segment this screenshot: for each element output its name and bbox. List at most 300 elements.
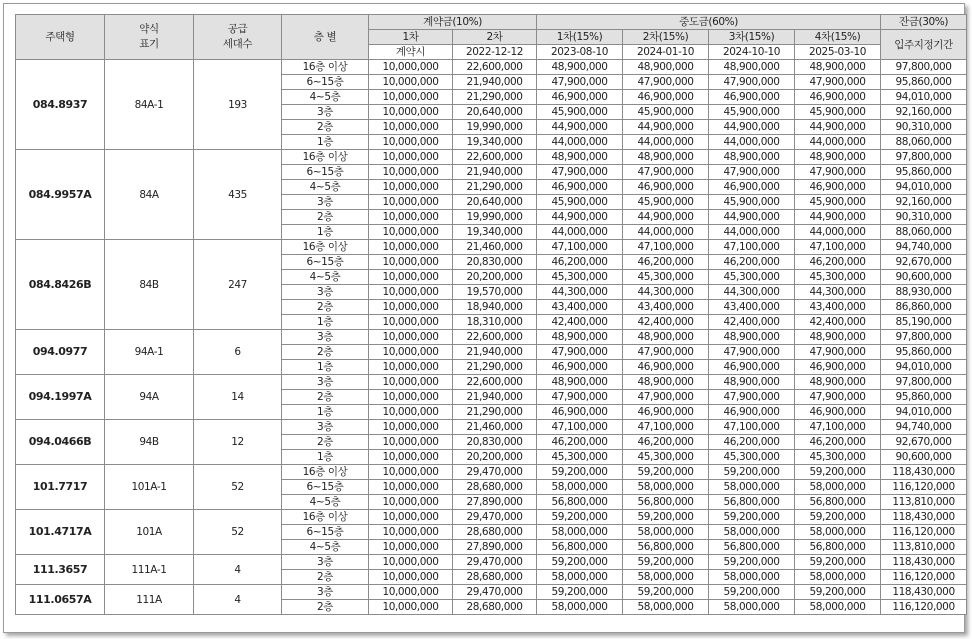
floor-cell: 2층 [282,600,369,615]
floor-cell: 4~5층 [282,270,369,285]
middle-1-cell: 47,900,000 [537,75,623,90]
middle-1-cell: 44,900,000 [537,120,623,135]
middle-3-cell: 44,300,000 [709,285,795,300]
middle-1-cell: 48,900,000 [537,60,623,75]
floor-cell: 3층 [282,330,369,345]
middle-3-cell: 48,900,000 [709,375,795,390]
balance-cell: 88,060,000 [881,225,967,240]
type-cell: 101.7717 [16,465,105,510]
deposit-1-cell: 10,000,000 [369,165,453,180]
deposit-1-cell: 10,000,000 [369,570,453,585]
floor-cell: 2층 [282,210,369,225]
floor-cell: 1층 [282,225,369,240]
abbr-cell: 101A-1 [105,465,194,510]
middle-4-cell: 59,200,000 [795,585,881,600]
middle-4-cell: 59,200,000 [795,555,881,570]
balance-cell: 90,600,000 [881,270,967,285]
middle-2-cell: 46,900,000 [623,180,709,195]
middle-4-cell: 44,000,000 [795,225,881,240]
header-m4-date: 2025-03-10 [795,45,881,60]
balance-cell: 92,670,000 [881,255,967,270]
type-cell: 084.9957A [16,150,105,240]
balance-cell: 94,010,000 [881,180,967,195]
balance-cell: 86,860,000 [881,300,967,315]
deposit-1-cell: 10,000,000 [369,495,453,510]
deposit-2-cell: 21,290,000 [453,180,537,195]
deposit-2-cell: 21,940,000 [453,75,537,90]
deposit-1-cell: 10,000,000 [369,315,453,330]
middle-1-cell: 46,900,000 [537,405,623,420]
deposit-2-cell: 20,640,000 [453,195,537,210]
document-frame [3,3,965,633]
balance-cell: 94,010,000 [881,405,967,420]
floor-cell: 2층 [282,390,369,405]
type-cell: 094.0466B [16,420,105,465]
middle-2-cell: 45,900,000 [623,105,709,120]
balance-cell: 113,810,000 [881,540,967,555]
middle-4-cell: 45,900,000 [795,195,881,210]
middle-3-cell: 59,200,000 [709,585,795,600]
floor-cell: 2층 [282,120,369,135]
type-cell: 084.8937 [16,60,105,150]
deposit-2-cell: 21,290,000 [453,360,537,375]
floor-cell: 3층 [282,195,369,210]
floor-cell: 16층 이상 [282,510,369,525]
middle-4-cell: 42,400,000 [795,315,881,330]
balance-cell: 113,810,000 [881,495,967,510]
abbr-cell: 84B [105,240,194,330]
floor-cell: 1층 [282,135,369,150]
deposit-2-cell: 27,890,000 [453,540,537,555]
floor-cell: 3층 [282,555,369,570]
middle-3-cell: 43,400,000 [709,300,795,315]
balance-cell: 95,860,000 [881,165,967,180]
table-row [16,150,967,165]
middle-4-cell: 47,100,000 [795,240,881,255]
deposit-1-cell: 10,000,000 [369,210,453,225]
middle-4-cell: 46,900,000 [795,180,881,195]
middle-2-cell: 47,900,000 [623,75,709,90]
middle-2-cell: 45,900,000 [623,195,709,210]
abbr-cell: 84A-1 [105,60,194,150]
middle-1-cell: 46,900,000 [537,180,623,195]
deposit-2-cell: 29,470,000 [453,555,537,570]
deposit-2-cell: 28,680,000 [453,600,537,615]
balance-cell: 94,010,000 [881,360,967,375]
units-cell: 193 [194,60,282,150]
header-balance-date: 입주지정기간 [881,30,967,60]
middle-4-cell: 46,900,000 [795,360,881,375]
middle-3-cell: 45,900,000 [709,195,795,210]
middle-4-cell: 59,200,000 [795,510,881,525]
middle-1-cell: 58,000,000 [537,570,623,585]
units-cell: 6 [194,330,282,375]
deposit-2-cell: 20,830,000 [453,435,537,450]
middle-3-cell: 46,200,000 [709,435,795,450]
middle-3-cell: 44,900,000 [709,120,795,135]
middle-4-cell: 59,200,000 [795,465,881,480]
middle-3-cell: 45,300,000 [709,450,795,465]
table-row [16,465,967,480]
middle-4-cell: 47,100,000 [795,420,881,435]
middle-3-cell: 56,800,000 [709,540,795,555]
middle-2-cell: 44,900,000 [623,210,709,225]
middle-1-cell: 45,900,000 [537,105,623,120]
floor-cell: 3층 [282,420,369,435]
middle-4-cell: 47,900,000 [795,390,881,405]
middle-4-cell: 44,300,000 [795,285,881,300]
abbr-cell: 84A [105,150,194,240]
balance-cell: 88,060,000 [881,135,967,150]
middle-2-cell: 44,900,000 [623,120,709,135]
middle-2-cell: 58,000,000 [623,480,709,495]
deposit-2-cell: 21,460,000 [453,420,537,435]
type-cell: 084.8426B [16,240,105,330]
floor-cell: 4~5층 [282,495,369,510]
middle-2-cell: 59,200,000 [623,555,709,570]
abbr-cell: 111A-1 [105,555,194,585]
middle-3-cell: 47,100,000 [709,240,795,255]
middle-1-cell: 48,900,000 [537,330,623,345]
deposit-2-cell: 29,470,000 [453,510,537,525]
header-d2: 2차 [453,30,537,45]
deposit-2-cell: 21,940,000 [453,165,537,180]
middle-3-cell: 45,900,000 [709,105,795,120]
middle-3-cell: 47,900,000 [709,390,795,405]
middle-1-cell: 59,200,000 [537,510,623,525]
deposit-1-cell: 10,000,000 [369,555,453,570]
middle-2-cell: 45,300,000 [623,270,709,285]
deposit-1-cell: 10,000,000 [369,390,453,405]
balance-cell: 116,120,000 [881,600,967,615]
floor-cell: 4~5층 [282,180,369,195]
deposit-2-cell: 22,600,000 [453,330,537,345]
middle-3-cell: 48,900,000 [709,60,795,75]
middle-3-cell: 46,900,000 [709,360,795,375]
middle-3-cell: 58,000,000 [709,525,795,540]
floor-cell: 6~15층 [282,75,369,90]
balance-cell: 118,430,000 [881,510,967,525]
floor-cell: 6~15층 [282,525,369,540]
middle-1-cell: 56,800,000 [537,495,623,510]
floor-cell: 4~5층 [282,540,369,555]
middle-3-cell: 59,200,000 [709,465,795,480]
floor-cell: 2층 [282,570,369,585]
deposit-1-cell: 10,000,000 [369,135,453,150]
deposit-1-cell: 10,000,000 [369,435,453,450]
middle-3-cell: 44,900,000 [709,210,795,225]
middle-2-cell: 43,400,000 [623,300,709,315]
floor-cell: 1층 [282,360,369,375]
floor-cell: 2층 [282,300,369,315]
deposit-2-cell: 21,290,000 [453,405,537,420]
deposit-1-cell: 10,000,000 [369,375,453,390]
middle-2-cell: 47,100,000 [623,420,709,435]
middle-4-cell: 43,400,000 [795,300,881,315]
middle-4-cell: 58,000,000 [795,600,881,615]
middle-3-cell: 46,900,000 [709,90,795,105]
middle-2-cell: 44,300,000 [623,285,709,300]
middle-1-cell: 45,300,000 [537,450,623,465]
middle-4-cell: 56,800,000 [795,495,881,510]
type-cell: 101.4717A [16,510,105,555]
middle-3-cell: 46,900,000 [709,405,795,420]
middle-1-cell: 47,900,000 [537,345,623,360]
header-m3: 3차(15%) [709,30,795,45]
type-cell: 094.1997A [16,375,105,420]
middle-2-cell: 48,900,000 [623,150,709,165]
balance-cell: 97,800,000 [881,60,967,75]
type-cell: 111.0657A [16,585,105,615]
header-m4: 4차(15%) [795,30,881,45]
balance-cell: 95,860,000 [881,345,967,360]
header-d2-date: 2022-12-12 [453,45,537,60]
deposit-2-cell: 27,890,000 [453,495,537,510]
floor-cell: 6~15층 [282,165,369,180]
middle-4-cell: 47,900,000 [795,75,881,90]
abbr-cell: 101A [105,510,194,555]
abbr-cell: 94A [105,375,194,420]
floor-cell: 1층 [282,315,369,330]
balance-cell: 92,160,000 [881,195,967,210]
floor-cell: 2층 [282,345,369,360]
middle-1-cell: 47,900,000 [537,165,623,180]
middle-3-cell: 58,000,000 [709,480,795,495]
middle-3-cell: 48,900,000 [709,150,795,165]
balance-cell: 94,740,000 [881,420,967,435]
deposit-1-cell: 10,000,000 [369,225,453,240]
deposit-1-cell: 10,000,000 [369,360,453,375]
deposit-1-cell: 10,000,000 [369,195,453,210]
header-m2-date: 2024-01-10 [623,45,709,60]
floor-cell: 3층 [282,585,369,600]
deposit-1-cell: 10,000,000 [369,330,453,345]
middle-2-cell: 47,900,000 [623,345,709,360]
middle-4-cell: 44,900,000 [795,120,881,135]
deposit-1-cell: 10,000,000 [369,450,453,465]
units-cell: 247 [194,240,282,330]
deposit-1-cell: 10,000,000 [369,180,453,195]
deposit-2-cell: 18,940,000 [453,300,537,315]
middle-4-cell: 58,000,000 [795,570,881,585]
middle-2-cell: 45,300,000 [623,450,709,465]
payment-schedule-table [15,14,967,615]
units-cell: 435 [194,150,282,240]
deposit-1-cell: 10,000,000 [369,600,453,615]
deposit-2-cell: 28,680,000 [453,525,537,540]
deposit-2-cell: 22,600,000 [453,150,537,165]
middle-1-cell: 44,000,000 [537,135,623,150]
type-cell: 094.0977 [16,330,105,375]
middle-1-cell: 47,900,000 [537,390,623,405]
middle-1-cell: 59,200,000 [537,465,623,480]
abbr-cell: 111A [105,585,194,615]
middle-4-cell: 58,000,000 [795,525,881,540]
deposit-2-cell: 22,600,000 [453,60,537,75]
middle-2-cell: 58,000,000 [623,570,709,585]
header-type: 주택형 [16,15,105,60]
middle-3-cell: 47,900,000 [709,75,795,90]
middle-2-cell: 56,800,000 [623,540,709,555]
middle-4-cell: 46,900,000 [795,405,881,420]
table-row [16,510,967,525]
middle-4-cell: 47,900,000 [795,165,881,180]
floor-cell: 3층 [282,105,369,120]
middle-3-cell: 59,200,000 [709,555,795,570]
table-row [16,330,967,345]
header-abbr: 약식 표기 [105,15,194,60]
units-cell: 4 [194,585,282,615]
middle-3-cell: 48,900,000 [709,330,795,345]
balance-cell: 95,860,000 [881,75,967,90]
deposit-1-cell: 10,000,000 [369,345,453,360]
middle-3-cell: 47,900,000 [709,345,795,360]
middle-2-cell: 46,900,000 [623,90,709,105]
middle-1-cell: 47,100,000 [537,240,623,255]
middle-2-cell: 42,400,000 [623,315,709,330]
middle-1-cell: 58,000,000 [537,600,623,615]
deposit-1-cell: 10,000,000 [369,240,453,255]
middle-4-cell: 45,300,000 [795,270,881,285]
deposit-1-cell: 10,000,000 [369,270,453,285]
middle-1-cell: 47,100,000 [537,420,623,435]
middle-1-cell: 45,900,000 [537,195,623,210]
table-row [16,555,967,570]
middle-1-cell: 48,900,000 [537,150,623,165]
middle-2-cell: 46,900,000 [623,360,709,375]
middle-3-cell: 44,000,000 [709,225,795,240]
balance-cell: 118,430,000 [881,465,967,480]
middle-3-cell: 59,200,000 [709,510,795,525]
balance-cell: 95,860,000 [881,390,967,405]
middle-1-cell: 59,200,000 [537,585,623,600]
table-header [16,15,967,60]
balance-cell: 90,310,000 [881,120,967,135]
units-cell: 14 [194,375,282,420]
deposit-1-cell: 10,000,000 [369,510,453,525]
middle-3-cell: 56,800,000 [709,495,795,510]
middle-3-cell: 47,100,000 [709,420,795,435]
deposit-2-cell: 19,990,000 [453,120,537,135]
deposit-2-cell: 19,340,000 [453,225,537,240]
middle-4-cell: 48,900,000 [795,375,881,390]
middle-3-cell: 45,300,000 [709,270,795,285]
middle-3-cell: 44,000,000 [709,135,795,150]
middle-4-cell: 56,800,000 [795,540,881,555]
middle-2-cell: 44,000,000 [623,135,709,150]
header-supply: 공급 세대수 [194,15,282,60]
deposit-2-cell: 21,290,000 [453,90,537,105]
middle-2-cell: 47,900,000 [623,390,709,405]
middle-1-cell: 56,800,000 [537,540,623,555]
table-row [16,375,967,390]
middle-3-cell: 46,900,000 [709,180,795,195]
middle-1-cell: 44,300,000 [537,285,623,300]
floor-cell: 2층 [282,435,369,450]
deposit-1-cell: 10,000,000 [369,255,453,270]
middle-2-cell: 59,200,000 [623,465,709,480]
header-m1-date: 2023-08-10 [537,45,623,60]
middle-3-cell: 58,000,000 [709,600,795,615]
middle-1-cell: 46,900,000 [537,90,623,105]
table-row [16,60,967,75]
deposit-2-cell: 20,640,000 [453,105,537,120]
balance-cell: 90,310,000 [881,210,967,225]
floor-cell: 16층 이상 [282,240,369,255]
deposit-2-cell: 22,600,000 [453,375,537,390]
header-balance: 잔금(30%) [881,15,967,30]
deposit-2-cell: 19,990,000 [453,210,537,225]
deposit-2-cell: 29,470,000 [453,465,537,480]
deposit-2-cell: 29,470,000 [453,585,537,600]
header-d1: 1차 [369,30,453,45]
middle-2-cell: 56,800,000 [623,495,709,510]
middle-1-cell: 59,200,000 [537,555,623,570]
type-cell: 111.3657 [16,555,105,585]
middle-3-cell: 46,200,000 [709,255,795,270]
middle-4-cell: 47,900,000 [795,345,881,360]
middle-1-cell: 44,000,000 [537,225,623,240]
deposit-2-cell: 21,940,000 [453,345,537,360]
balance-cell: 118,430,000 [881,585,967,600]
middle-1-cell: 46,900,000 [537,360,623,375]
header-deposit: 계약금(10%) [369,15,537,30]
deposit-1-cell: 10,000,000 [369,525,453,540]
deposit-2-cell: 21,940,000 [453,390,537,405]
floor-cell: 3층 [282,375,369,390]
middle-4-cell: 45,900,000 [795,105,881,120]
floor-cell: 4~5층 [282,90,369,105]
middle-4-cell: 45,300,000 [795,450,881,465]
balance-cell: 116,120,000 [881,480,967,495]
middle-2-cell: 47,100,000 [623,240,709,255]
floor-cell: 1층 [282,405,369,420]
deposit-1-cell: 10,000,000 [369,60,453,75]
deposit-1-cell: 10,000,000 [369,150,453,165]
balance-cell: 97,800,000 [881,150,967,165]
balance-cell: 92,160,000 [881,105,967,120]
middle-4-cell: 46,200,000 [795,435,881,450]
balance-cell: 97,800,000 [881,375,967,390]
deposit-2-cell: 18,310,000 [453,315,537,330]
floor-cell: 16층 이상 [282,60,369,75]
middle-1-cell: 45,300,000 [537,270,623,285]
middle-4-cell: 46,200,000 [795,255,881,270]
deposit-1-cell: 10,000,000 [369,285,453,300]
middle-2-cell: 46,200,000 [623,435,709,450]
header-d1-date: 계약시 [369,45,453,60]
deposit-2-cell: 20,200,000 [453,450,537,465]
balance-cell: 85,190,000 [881,315,967,330]
abbr-cell: 94A-1 [105,330,194,375]
middle-4-cell: 44,000,000 [795,135,881,150]
middle-4-cell: 48,900,000 [795,60,881,75]
middle-1-cell: 44,900,000 [537,210,623,225]
deposit-1-cell: 10,000,000 [369,465,453,480]
deposit-2-cell: 19,340,000 [453,135,537,150]
deposit-1-cell: 10,000,000 [369,480,453,495]
middle-3-cell: 58,000,000 [709,570,795,585]
header-m1: 1차(15%) [537,30,623,45]
middle-3-cell: 47,900,000 [709,165,795,180]
deposit-1-cell: 10,000,000 [369,105,453,120]
middle-2-cell: 58,000,000 [623,525,709,540]
floor-cell: 3층 [282,285,369,300]
deposit-2-cell: 28,680,000 [453,570,537,585]
balance-cell: 90,600,000 [881,450,967,465]
middle-4-cell: 58,000,000 [795,480,881,495]
floor-cell: 6~15층 [282,255,369,270]
